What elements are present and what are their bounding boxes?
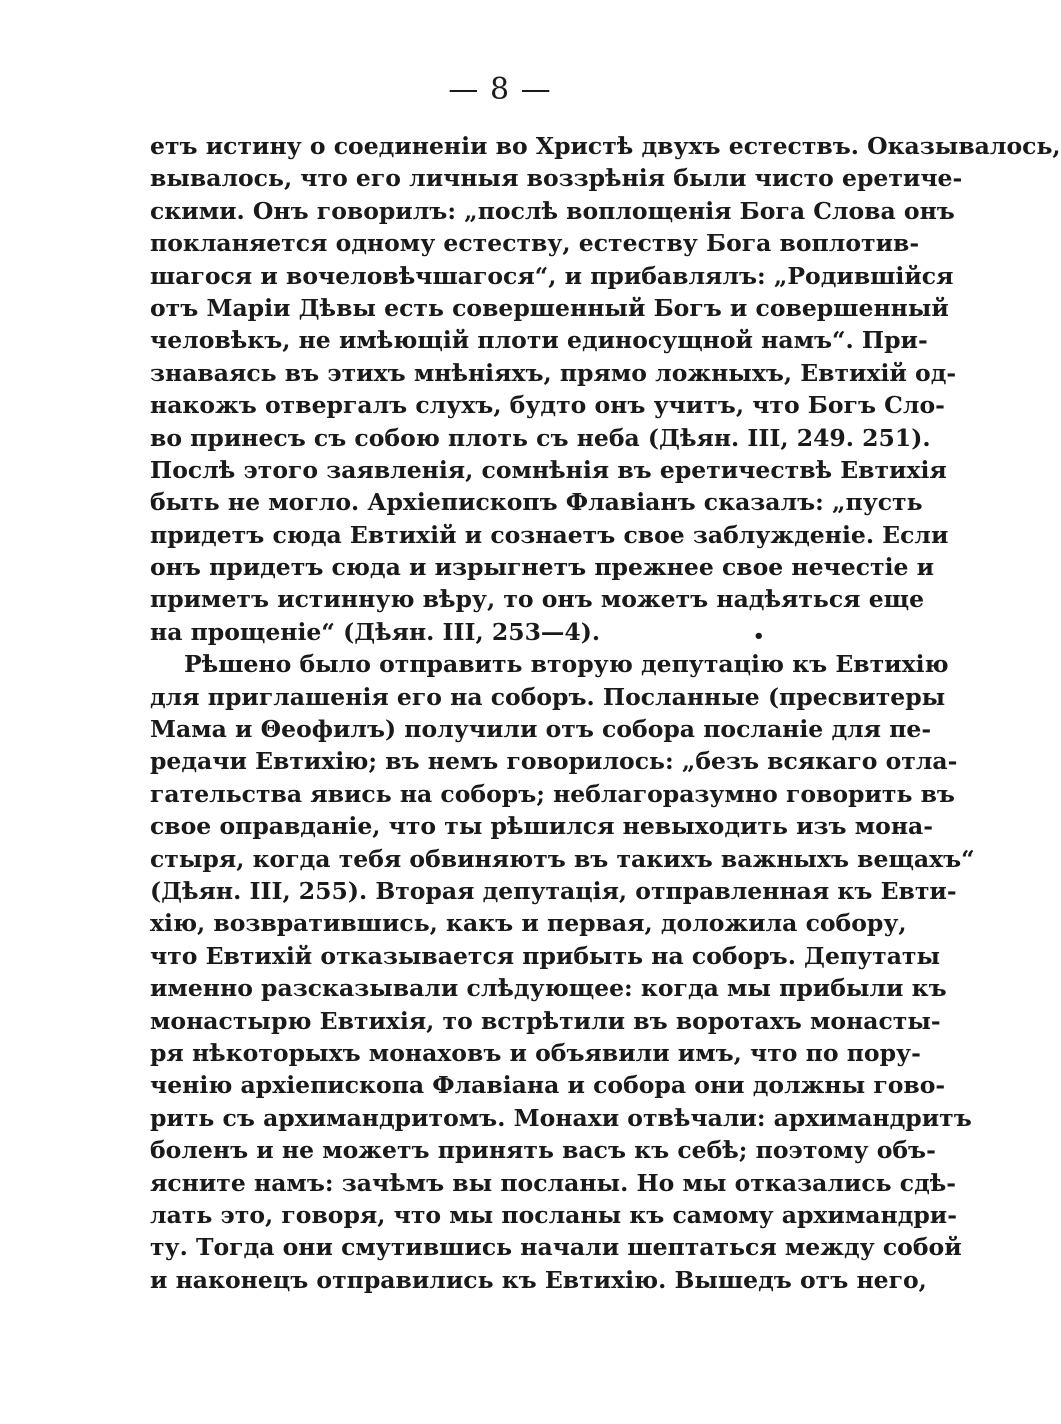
- text-line: покланяется одному естеству, естеству Бога воплотив-: [150, 229, 920, 258]
- text-line: отъ Маріи Дѣвы есть совершенный Богъ и совершенный: [150, 293, 949, 322]
- text-line: ту. Тогда они смутившись начали шептаться между собой: [150, 1233, 962, 1262]
- text-line: скими. Онъ говорилъ: „послѣ воплощенія Бога Слова онъ: [150, 196, 955, 225]
- text-line: что Евтихій отказывается прибыть на соборъ. Депутаты: [150, 941, 941, 970]
- text-line: (Дѣян. III, 255). Вторая депутація, отправленная къ Евти-: [150, 876, 957, 905]
- text-line: лать это, говоря, что мы посланы къ самому архимандри-: [150, 1200, 957, 1229]
- text-line: во принесъ съ собою плоть съ неба (Дѣян. III, 249. 251).: [150, 423, 931, 452]
- text-line: онъ придетъ сюда и изрыгнетъ прежнее свое нечестіе и: [150, 553, 935, 582]
- text-line: и наконецъ отправились къ Евтихію. Вышедъ отъ него,: [150, 1265, 927, 1294]
- body-text: [150, 130, 1061, 1296]
- stray-mark: •: [753, 626, 765, 647]
- text-line: ря нѣкоторыхъ монаховъ и объявили имъ, что по пору-: [150, 1038, 921, 1067]
- text-line: человѣкъ, не имѣющій плоти единосущной намъ“. При-: [150, 326, 928, 355]
- text-line: придетъ сюда Евтихій и сознаетъ свое заблужденіе. Если: [150, 520, 949, 549]
- text-line: рить съ архимандритомъ. Монахи отвѣчали: архимандритъ: [150, 1103, 972, 1132]
- text-line: ясните намъ: зачѣмъ вы посланы. Но мы отказались сдѣ-: [150, 1168, 957, 1197]
- text-line: монастырю Евтихія, то встрѣтили въ воротахъ монасты-: [150, 1006, 941, 1035]
- text-line: знаваясь въ этихъ мнѣніяхъ, прямо ложныхъ, Евтихій од-: [150, 358, 957, 387]
- page-number: — 8 —: [448, 72, 552, 107]
- text-line: редачи Евтихію; въ немъ говорилось: „безъ всякаго отла-: [150, 747, 958, 776]
- text-line: вывалось, что его личныя воззрѣнія были чисто еретиче-: [150, 164, 963, 193]
- text-line: для приглашенія его на соборъ. Посланные (пресвитеры: [150, 682, 946, 711]
- text-line: свое оправданіе, что ты рѣшился невыходить изъ мона-: [150, 812, 934, 841]
- text-line: накожъ отвергалъ слухъ, будто онъ учитъ, что Богъ Сло-: [150, 391, 945, 420]
- text-line: хію, возвратившись, какъ и первая, доложила собору,: [150, 909, 907, 938]
- text-line: приметъ истинную вѣру, то онъ можетъ надѣяться еще: [150, 585, 925, 614]
- text-line: стыря, когда тебя обвиняютъ въ такихъ важныхъ вещахъ“: [150, 844, 975, 873]
- text-line: боленъ и не можетъ принять васъ къ себѣ; поэтому объ-: [150, 1136, 936, 1165]
- text-line: быть не могло. Архіепископъ Флавіанъ сказалъ: „пусть: [150, 488, 923, 517]
- text-line: Послѣ этого заявленія, сомнѣнія въ еретичествѣ Евтихія: [150, 455, 947, 484]
- text-line: именно разсказывали слѣдующее: когда мы прибыли къ: [150, 974, 947, 1003]
- text-line: гательства явись на соборъ; неблагоразумно говорить въ: [150, 779, 955, 808]
- text-line: Мама и Θеофилъ) получили отъ собора посланіе для пе-: [150, 715, 932, 744]
- text-line: шагося и вочеловѣчшагося“, и прибавлялъ: „Родившійся: [150, 261, 954, 290]
- text-line: ченію архіепископа Флавіана и собора они должны гово-: [150, 1071, 946, 1100]
- text-line: Рѣшено было отправить вторую депутацію къ Евтихію: [184, 650, 949, 679]
- text-line: етъ истину о соединеніи во Христѣ двухъ естествъ. Оказывалось,: [150, 132, 1061, 160]
- text-line: на прощеніе“ (Дѣян. III, 253—4).: [150, 617, 601, 646]
